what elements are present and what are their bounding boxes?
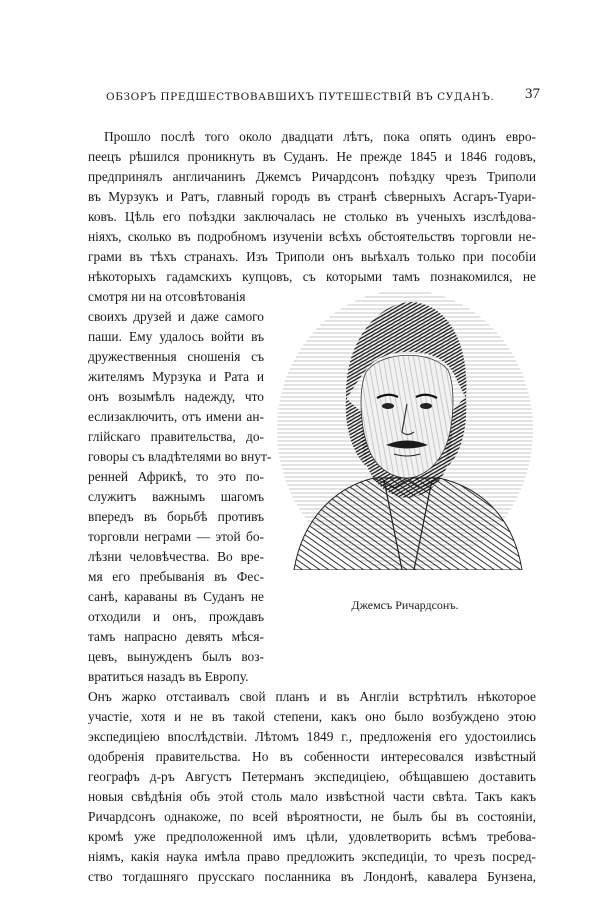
text-line: ство тогдашняго прусскаго посланника въ Лондонѣ, кавалера Бунзена,: [88, 869, 536, 884]
text-line: вратиться назадъ въ Европу.: [88, 669, 249, 684]
text-line: Прошло послѣ того около двадцати лѣтъ, пока опять одинъ евро-: [104, 129, 536, 144]
text-line: глійскаго правительства, до-: [88, 429, 264, 444]
portrait-engraving: [274, 280, 536, 570]
text-line: дружественныя сношенія съ: [88, 349, 264, 364]
text-line: кромѣ уже предположенной имъ цѣли, удовлетворить всѣмъ требова-: [88, 829, 536, 844]
text-line: торговли неграми — этой бо-: [88, 529, 264, 544]
text-line: цевъ, вынужденъ былъ воз-: [88, 649, 264, 664]
running-title: ОБЗОРЪ ПРЕДШЕСТВОВАВШИХЪ ПУТЕШЕСТВІЙ ВЪ СУДАНЪ.: [106, 91, 495, 103]
text-line: новыя свѣдѣнія объ этой столь мало извѣстной части свѣта. Такъ какъ: [88, 789, 536, 804]
text-line: географъ д-ръ Августъ Петерманъ экспедиціею, обѣщавшею доставить: [88, 769, 536, 784]
text-line: одобренія правительства. Но въ собенности интересовался извѣстный: [88, 749, 536, 764]
text-line: говоры съ владѣтелями во внут-: [88, 449, 272, 464]
text-line: еслизаключить, отъ имени ан-: [88, 409, 264, 424]
text-line: смотря ни на отсовѣтованія: [88, 289, 246, 304]
text-line: лѣзни человѣчества. Во вре-: [88, 549, 264, 564]
text-line: участіе, хотя и не въ такой степени, какъ оно было возбуждено этою: [88, 709, 536, 724]
text-line: ренней Африкѣ, то это по-: [88, 469, 264, 484]
text-line: онъ возымѣлъ надежду, что: [88, 389, 264, 404]
page-number: 37: [525, 86, 540, 102]
text-line: въ Мурзукъ и Ратъ, главный городъ въ странѣ сѣверныхъ Асгаръ-Туари-: [88, 189, 536, 204]
text-line: предпринялъ англичанинъ Джемсъ Ричардсонъ поѣздку чрезъ Триполи: [88, 169, 536, 184]
text-line: экспедиціею впослѣдствіи. Лѣтомъ 1849 г., предложенія его удостоились: [88, 729, 536, 744]
text-line: отходили и онъ, прождавъ: [88, 609, 264, 624]
text-line: своихъ друзей и даже самого: [88, 309, 264, 324]
text-line: мя его пребыванія въ Фес-: [88, 569, 264, 584]
text-line: ковъ. Цѣль его поѣздки заключалась не столько въ ученыхъ изслѣдова-: [88, 209, 536, 224]
text-line: грами въ тѣхъ странахъ. Изъ Триполи онъ выѣхалъ только при пособіи: [88, 249, 536, 264]
text-line: пеецъ рѣшился проникнуть въ Суданъ. Не прежде 1845 и 1846 годовъ,: [88, 149, 536, 164]
text-line: ніямъ, какія наука имѣла право предложить экспедиціи, то чрезъ посред-: [88, 849, 536, 864]
running-header: [88, 88, 548, 108]
text-line: паши. Ему удалось войти въ: [88, 329, 264, 344]
text-line: санѣ, караваны въ Суданъ не: [88, 589, 264, 604]
text-line: ніяхъ, сколько въ подробномъ изученіи всѣхъ обстоятельствъ торговли не-: [88, 229, 536, 244]
text-line: нѣкоторыхъ гадамскихъ купцовъ, съ которыми тамъ познакомился, не: [88, 269, 536, 284]
text-line: впередъ въ борьбѣ противъ: [88, 509, 264, 524]
text-line: Ричардсонъ однакоже, по всей вѣроятности, не былъ бы въ состояніи,: [88, 809, 536, 824]
text-line: служитъ важнымъ шагомъ: [88, 489, 264, 504]
text-line: жителямъ Мурзука и Рата и: [88, 369, 264, 384]
text-line: тамъ напрасно девять мѣся-: [88, 629, 264, 644]
text-line: Онъ жарко отстаивалъ свой планъ и въ Англіи встрѣтилъ нѣкоторое: [88, 689, 536, 704]
figure-caption: Джемсъ Ричардсонъ.: [351, 598, 459, 612]
